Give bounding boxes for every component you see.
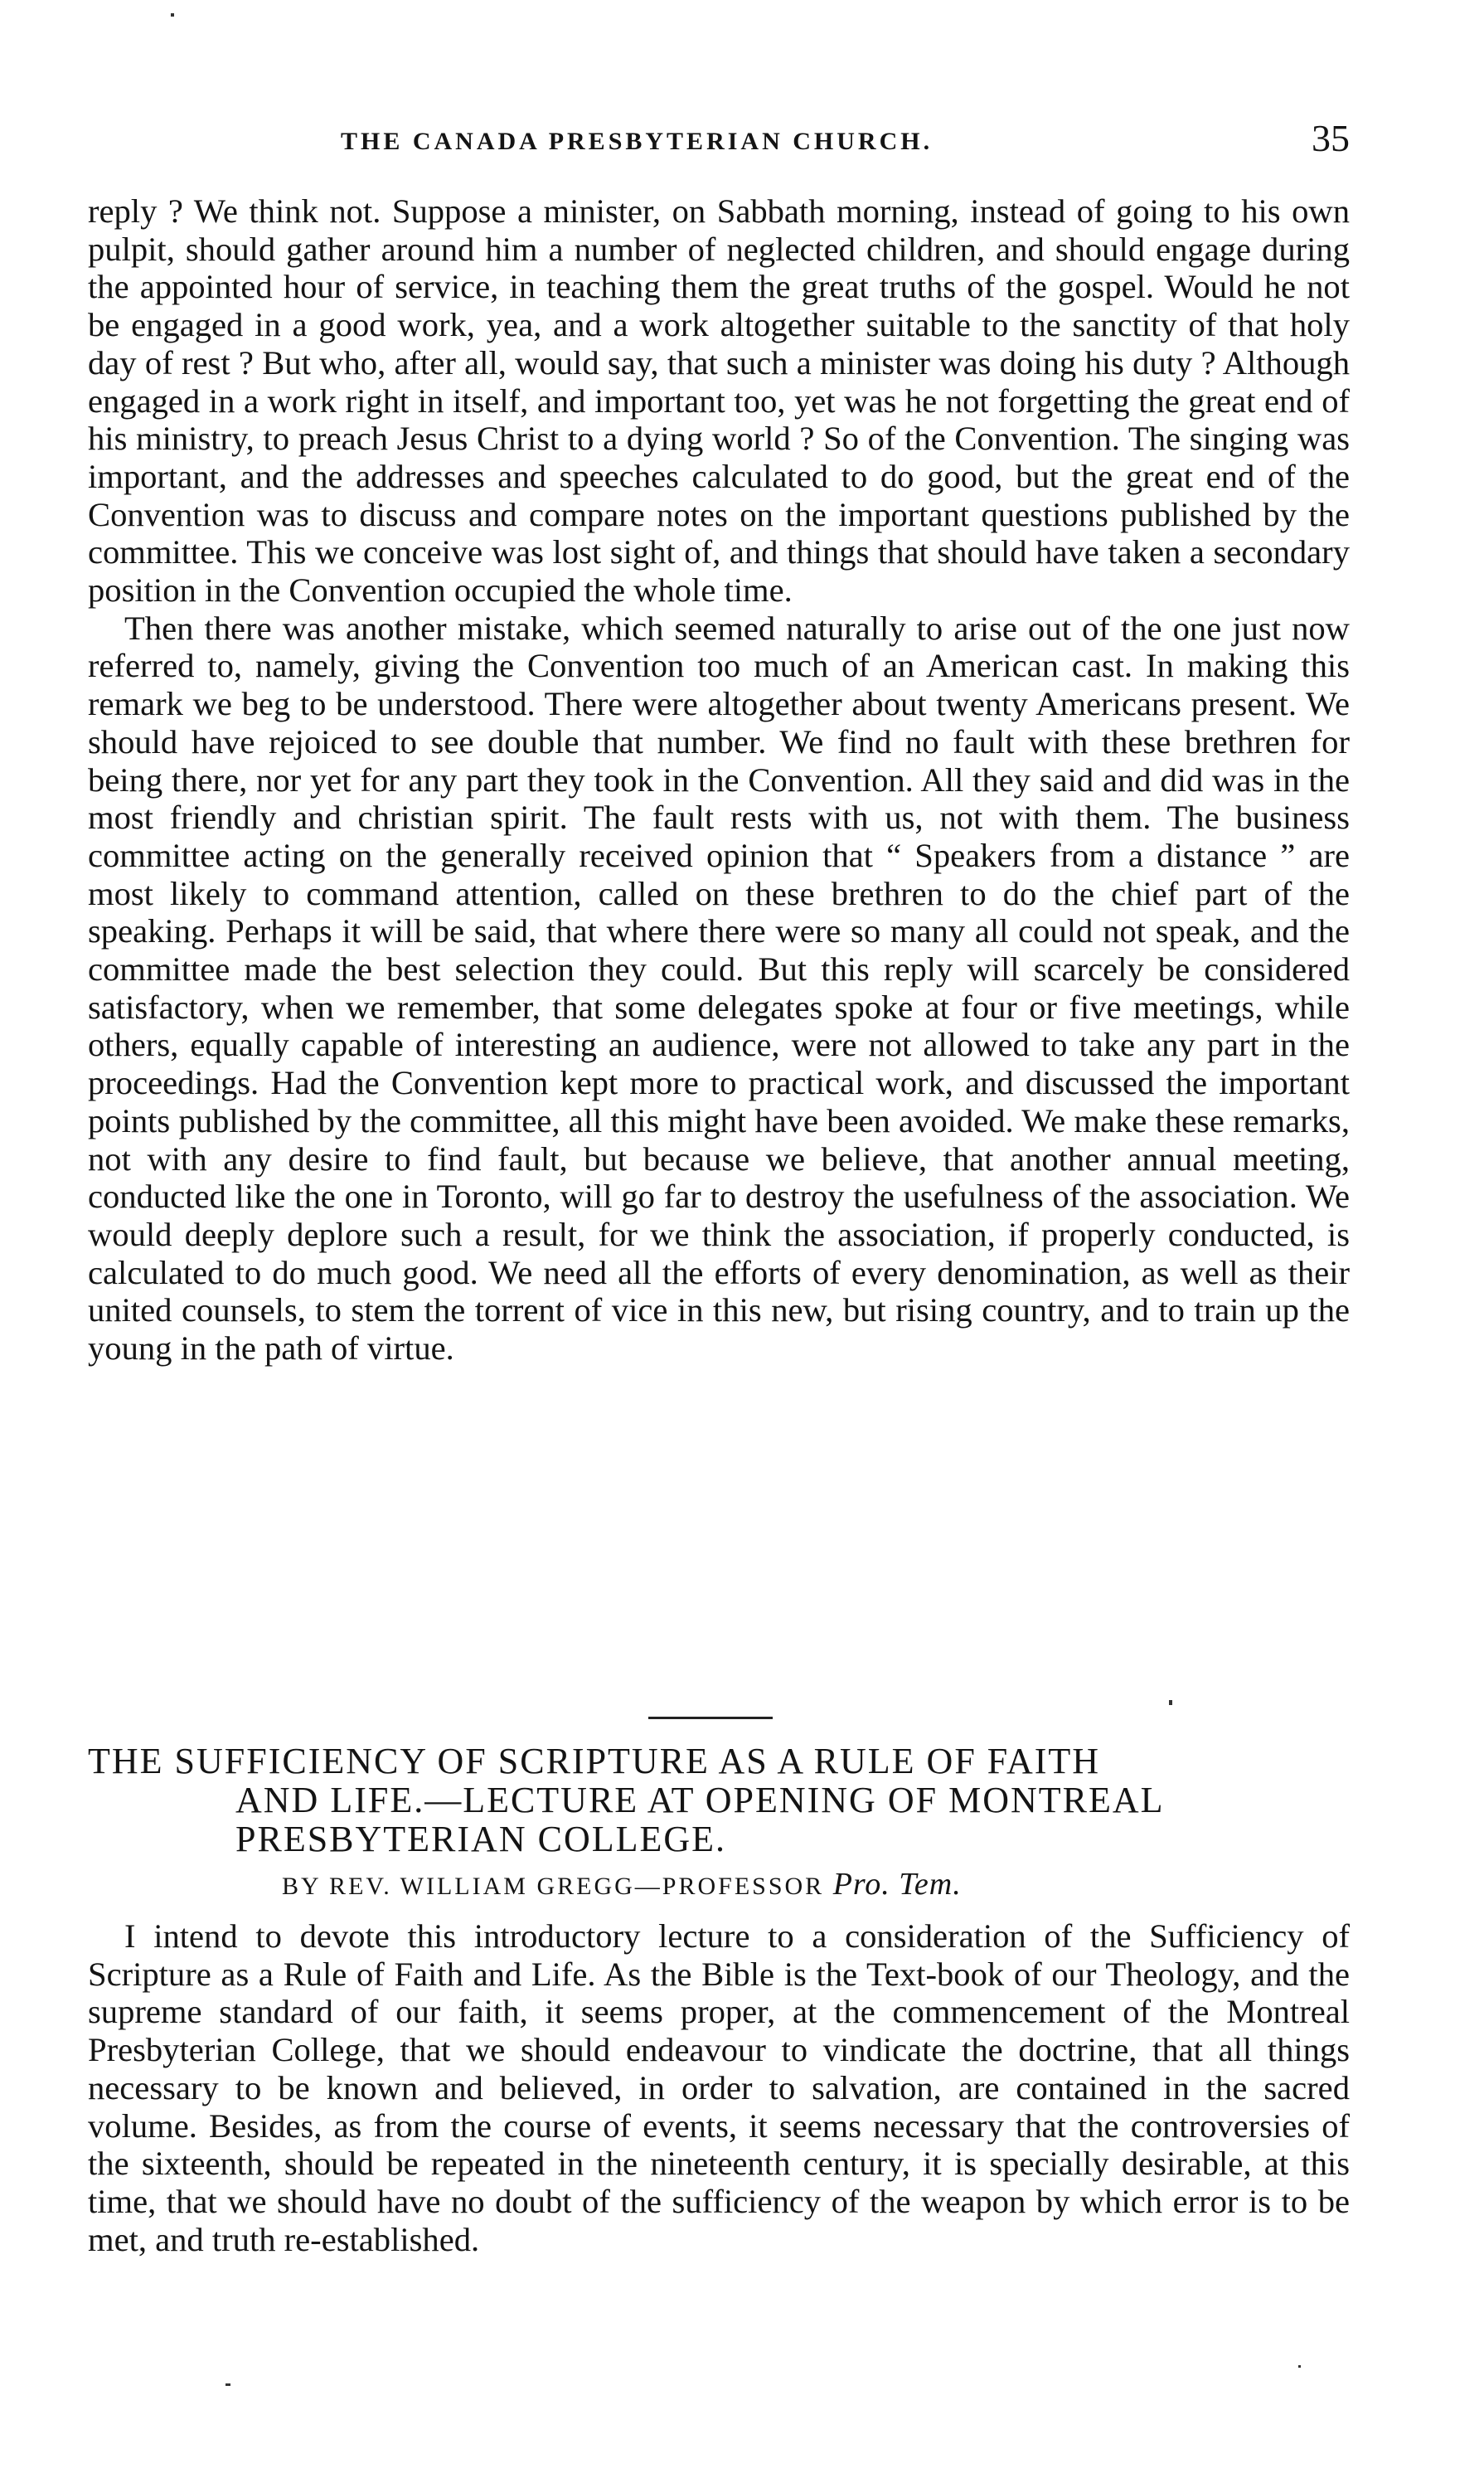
paragraph-mistake: Then there was another mistake, which seemed naturally to arise out of the one just now referred to, namely, giving the Convention too much of an American cast. In making this remark we beg to be understood. There were altogether about twenty Americans present. We should have rejoiced to see double that number. We find no fault with these brethren for being there, nor yet for any part they took in the Convention. All they said and did was in the most friendly and christian spirit. The fault rests with us, not with them. The business committee acting on the generally received opinion that “ Speakers from a distance ” are most likely to command attention, called on these brethren to do the chief part of the speaking. Perhaps it will be said, that where there were so many all could not speak, and the committee made the best selection they could. But this reply will scarcely be considered satisfactory, when we remember, that some delegates spoke at four or five meetings, while others, equally capable of interesting an audience, were not allowed to take any part in the proceedings. Had the Convention kept more to practical work, and discussed the important points published by the committee, all this might have been avoided. We make these remarks, not with any desire to find fault, but because we believe, that another annual meeting, conducted like the one in Toronto, will go far to destroy the usefulness of the association. We would deeply deplore such a result, for we think the association, if properly conducted, is calculated to do much good. We need all the efforts of every denomination, as well as their united counsels, to stem the torrent of vice in this new, but rising country, and to train up the young in the path of virtue. xyxy=(88,609,1350,1368)
paragraph-introduction: I intend to devote this introductory lecture to a consideration of the Sufficiency of Scripture as a Rule of Faith and Life. As the Bible is the Text-book of our Theology, and the supreme standard of our faith, it seems proper, at the commencement of the Montreal Presbyterian College, that we should endeavour to vindicate the doctrine, that all things necessary to be known and believed, in order to salvation, are contained in the sacred volume. Besides, as from the course of events, it seems necessary that the controversies of the sixteenth, should be repeated in the nineteenth century, it is specially desirable, at this time, that we should have no doubt of the sufficiency of the weapon by which error is to be met, and truth re-established. xyxy=(88,1917,1350,2258)
running-head xyxy=(88,116,1350,166)
scan-speck xyxy=(1298,2365,1301,2368)
page-number: 35 xyxy=(1312,117,1350,159)
continued-article-text xyxy=(88,192,1350,1368)
article-byline xyxy=(282,1866,962,1902)
section-divider-rule xyxy=(648,1717,773,1719)
article-title-line-1: THE SUFFICIENCY OF SCRIPTURE AS A RULE OF FAITH xyxy=(88,1741,1101,1781)
article-title-line-2: AND LIFE.—LECTURE AT OPENING OF MONTREAL xyxy=(235,1780,1165,1820)
byline-author: BY REV. WILLIAM GREGG—PROFESSOR xyxy=(282,1873,825,1900)
running-title: THE CANADA PRESBYTERIAN CHURCH. xyxy=(341,128,934,155)
byline-tenure: Pro. Tem. xyxy=(832,1867,962,1902)
article-title-line-3: PRESBYTERIAN COLLEGE. xyxy=(235,1819,726,1859)
scan-speck xyxy=(1169,1700,1172,1705)
lecture-text xyxy=(88,1917,1350,2258)
scan-speck xyxy=(226,2383,230,2386)
scan-speck xyxy=(171,13,174,17)
article-title xyxy=(88,1742,1350,1858)
paragraph-reply: reply ? We think not. Suppose a minister, on Sabbath morning, instead of going to his own pulpit, should gather around him a number of neglected children, and should engage during the appointed hour of service, in teaching them the great truths of the gospel. Would he not be engaged in a good work, yea, and a work altogether suitable to the sanctity of that holy day of rest ? But who, after all, would say, that such a minister was doing his duty ? Although engaged in a work right in itself, and important too, yet was he not forgetting the great end of his ministry, to preach Jesus Christ to a dying world ? So of the Convention. The singing was important, and the addresses and speeches calculated to do good, but the great end of the Convention was to discuss and compare notes on the important questions published by the committee. This we conceive was lost sight of, and things that should have taken a secondary position in the Convention occupied the whole time. xyxy=(88,192,1350,610)
